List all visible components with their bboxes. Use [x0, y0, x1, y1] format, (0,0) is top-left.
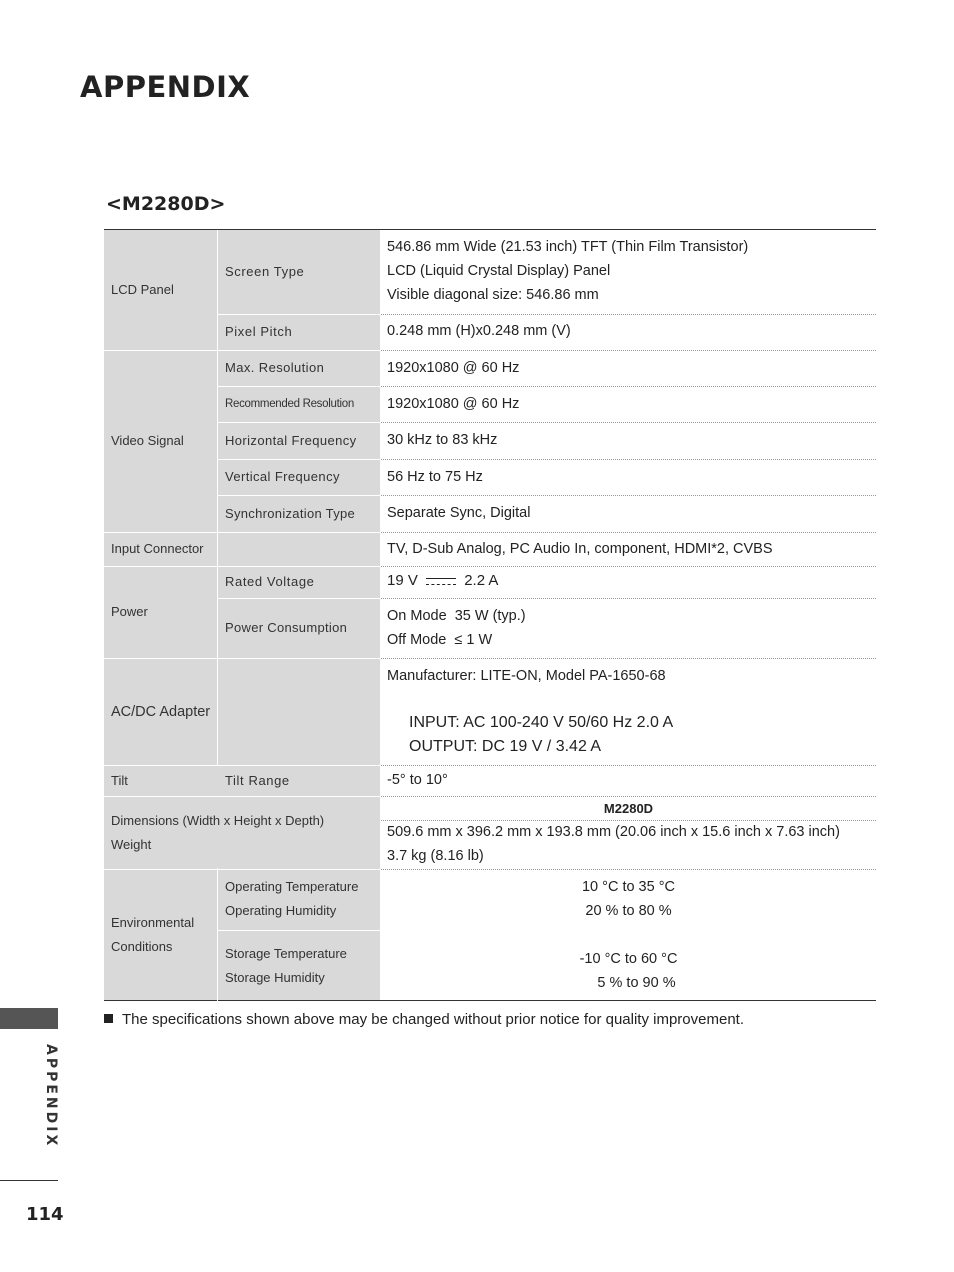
- group-separator: [104, 566, 380, 567]
- dimensions-value: 509.6 mm x 396.2 mm x 193.8 mm (20.06 inch x 15.6 inch x 7.63 inch): [387, 824, 840, 840]
- row-separator: [381, 532, 876, 533]
- dc-current-icon: [426, 575, 456, 587]
- adapter-manufacturer: Manufacturer: LITE-ON, Model PA-1650-68: [387, 668, 666, 684]
- input-connector-value: TV, D-Sub Analog, PC Audio In, component, HDMI*2, CVBS: [387, 541, 773, 557]
- storage-humidity-value: 5 % to 90 %: [597, 975, 676, 991]
- screen-type-value-3: Visible diagonal size: 546.86 mm: [387, 287, 599, 303]
- model-heading: <M2280D>: [106, 193, 226, 215]
- sync-type-value: Separate Sync, Digital: [387, 505, 531, 521]
- row-separator: [381, 386, 876, 387]
- screen-type-value-2: LCD (Liquid Crystal Display) Panel: [387, 263, 611, 279]
- adapter-output: OUTPUT: DC 19 V / 3.42 A: [409, 738, 602, 755]
- lcd-panel-label: LCD Panel: [111, 282, 174, 297]
- sub-separator: [218, 386, 380, 387]
- dimensions-label: Dimensions (Width x Height x Depth): [111, 813, 325, 828]
- page-number-rule: [0, 1180, 58, 1181]
- column-divider: [217, 230, 218, 765]
- operating-temperature-value: 10 °C to 35 °C: [581, 879, 675, 895]
- row-separator: [381, 459, 876, 460]
- row-separator: [381, 495, 876, 496]
- footnote-text: The specifications shown above may be changed without prior notice for quality improvement.: [122, 1011, 744, 1028]
- pixel-pitch-value: 0.248 mm (H)x0.248 mm (V): [387, 323, 571, 339]
- sub-separator: [218, 314, 380, 315]
- sub-separator: [218, 422, 380, 423]
- page-number: 114: [26, 1204, 64, 1225]
- rated-voltage-amps: 2.2 A: [464, 572, 499, 589]
- max-resolution-value: 1920x1080 @ 60 Hz: [387, 360, 520, 376]
- side-tab-marker: [0, 1008, 58, 1029]
- row-separator: [381, 869, 876, 870]
- group-separator: [104, 796, 380, 797]
- storage-temperature-value: -10 °C to 60 °C: [579, 951, 678, 967]
- bullet-square-icon: [104, 1014, 113, 1023]
- operating-temperature-label: Operating Temperature: [225, 879, 359, 894]
- row-separator: [381, 314, 876, 315]
- group-separator: [104, 869, 380, 870]
- sub-separator: [218, 459, 380, 460]
- dimensions-model-header: M2280D: [603, 801, 654, 816]
- page-title: APPENDIX: [80, 70, 251, 104]
- operating-humidity-label: Operating Humidity: [225, 903, 337, 918]
- sub-separator: [218, 598, 380, 599]
- recommended-resolution-label: Recommended Resolution: [225, 398, 354, 410]
- row-separator: [381, 765, 876, 766]
- adapter-input: INPUT: AC 100-240 V 50/60 Hz 2.0 A: [409, 714, 674, 731]
- column-divider: [217, 869, 218, 1002]
- group-separator: [104, 765, 380, 766]
- operating-humidity-value: 20 % to 80 %: [585, 903, 672, 919]
- sub-separator: [218, 930, 380, 931]
- group-separator: [104, 658, 380, 659]
- horizontal-frequency-value: 30 kHz to 83 kHz: [387, 432, 498, 448]
- row-separator: [381, 820, 876, 821]
- tilt-range-label: Tilt Range: [225, 773, 290, 788]
- spec-table: [104, 229, 876, 1001]
- pixel-pitch-label: Pixel Pitch: [225, 324, 293, 339]
- screen-type-label: Screen Type: [225, 264, 305, 279]
- rated-voltage-value: [387, 572, 498, 589]
- recommended-resolution-value: 1920x1080 @ 60 Hz: [387, 396, 520, 412]
- video-signal-label: Video Signal: [111, 433, 184, 448]
- max-resolution-label: Max. Resolution: [225, 360, 325, 375]
- storage-temperature-label: Storage Temperature: [225, 946, 347, 961]
- rated-voltage-volts: 19 V: [387, 572, 418, 589]
- weight-value: 3.7 kg (8.16 lb): [387, 848, 484, 864]
- environment-label-2: Conditions: [111, 939, 173, 954]
- side-section-label: APPENDIX: [43, 1044, 59, 1149]
- horizontal-frequency-label: Horizontal Frequency: [225, 433, 357, 448]
- vertical-frequency-label: Vertical Frequency: [225, 469, 340, 484]
- row-separator: [381, 598, 876, 599]
- adapter-label: AC/DC Adapter: [111, 704, 211, 720]
- row-separator: [381, 422, 876, 423]
- storage-humidity-label: Storage Humidity: [225, 970, 325, 985]
- power-consumption-label: Power Consumption: [225, 620, 348, 635]
- footnote: [104, 1011, 744, 1028]
- row-separator: [381, 658, 876, 659]
- group-separator: [104, 350, 380, 351]
- environment-label-1: Environmental: [111, 915, 195, 930]
- input-connector-label: Input Connector: [111, 541, 204, 556]
- row-separator: [381, 796, 876, 797]
- screen-type-value-1: 546.86 mm Wide (21.53 inch) TFT (Thin Film Transistor): [387, 239, 749, 255]
- sync-type-label: Synchronization Type: [225, 506, 356, 521]
- sub-separator: [218, 495, 380, 496]
- power-off-mode: Off Mode ≤ 1 W: [387, 632, 493, 648]
- tilt-range-value: -5° to 10°: [387, 772, 448, 788]
- power-on-mode: On Mode 35 W (typ.): [387, 608, 526, 624]
- row-separator: [381, 566, 876, 567]
- row-separator: [381, 350, 876, 351]
- vertical-frequency-value: 56 Hz to 75 Hz: [387, 469, 483, 485]
- group-separator: [104, 532, 380, 533]
- power-label: Power: [111, 604, 148, 619]
- tilt-label: Tilt: [111, 773, 128, 788]
- rated-voltage-label: Rated Voltage: [225, 574, 315, 589]
- weight-label: Weight: [111, 837, 152, 852]
